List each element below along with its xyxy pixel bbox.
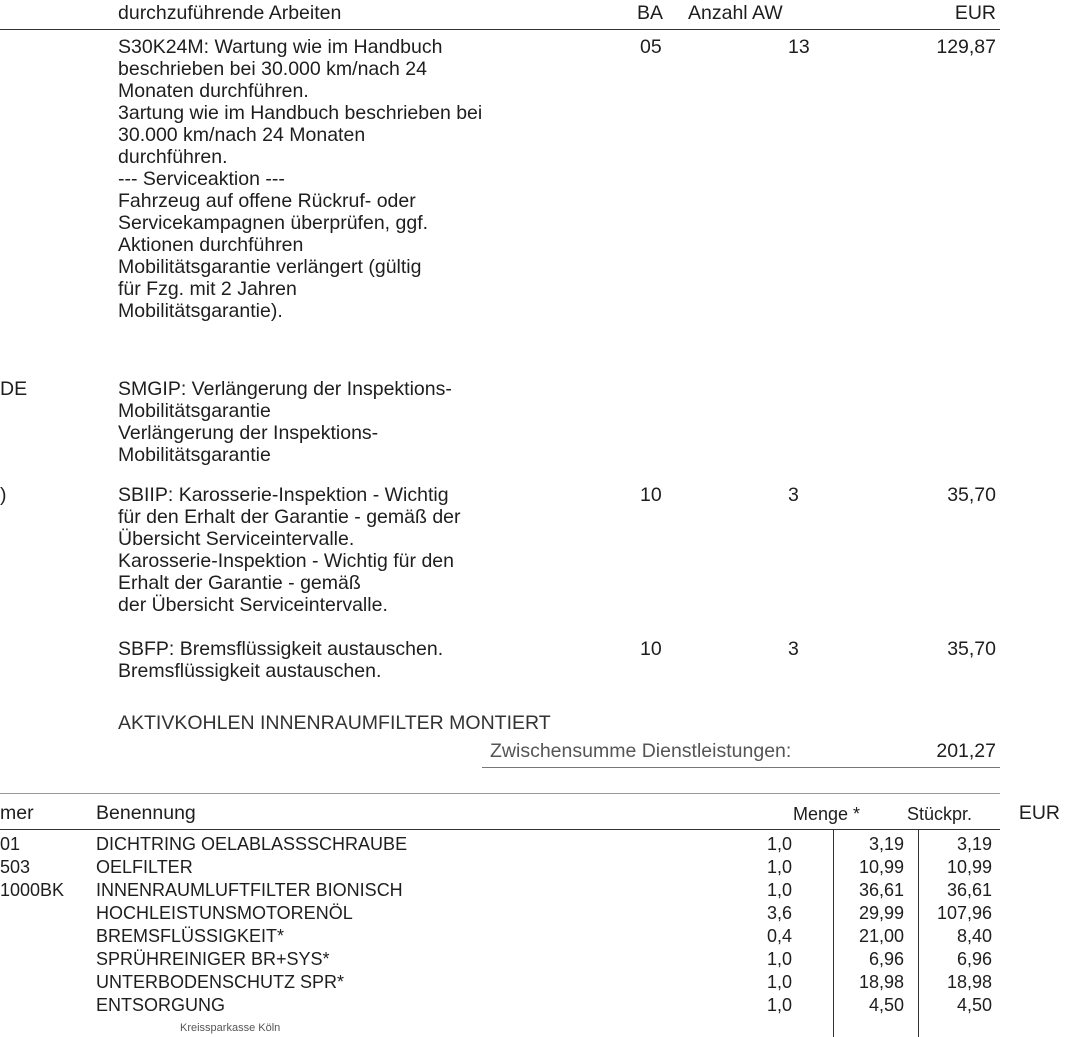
desc-line: Mobilitätsgarantie [118,400,271,422]
desc-line: beschrieben bei 30.000 km/nach 24 [118,58,427,80]
desc-line: Mobilitätsgarantie verlängert (gültig [118,256,422,278]
service-left-code: ) [0,484,7,506]
parts-header-qty: Menge * [792,804,860,824]
part-name: OELFILTER [96,857,193,877]
desc-line: S30K24M: Wartung wie im Handbuch [118,36,443,58]
parts-row [0,925,1000,947]
parts-header-eur: EUR [1018,802,1060,824]
part-price: 36,61 [858,880,904,900]
part-number: 1000BK [0,880,65,900]
part-name: ENTSORGUNG [96,995,226,1015]
part-qty: 3,6 [766,903,792,923]
desc-line: Bremsflüssigkeit austauschen. [118,660,382,682]
desc-line: Übersicht Serviceintervalle. [118,528,355,550]
part-eur: 6,96 [956,949,992,969]
part-price: 18,98 [858,972,904,992]
bank-stamp-text: Kreissparkasse Köln [180,1022,281,1034]
part-name: INNENRAUMLUFTFILTER BIONISCH [96,880,403,900]
parts-header-name: Benennung [96,802,196,824]
part-qty: 1,0 [766,857,792,877]
col-header-aw: Anzahl AW [688,2,783,24]
part-eur: 107,96 [936,903,992,923]
part-eur: 10,99 [946,857,992,877]
part-price: 6,96 [868,949,904,969]
desc-line: Mobilitätsgarantie [118,444,271,466]
parts-row [0,879,1000,901]
part-price: 3,19 [868,834,904,854]
desc-line: --- Serviceaktion --- [118,168,285,190]
parts-row [0,971,1000,993]
subtotal-label: Zwischensumme Dienstleistungen: [490,740,792,762]
desc-line: durchführen. [118,146,228,168]
parts-row [0,833,1000,855]
part-qty: 1,0 [766,834,792,854]
part-number: 503 [0,857,31,877]
part-name: DICHTRING OELABLASSSCHRAUBE [96,834,408,854]
parts-row [0,902,1000,924]
service-description [118,484,638,616]
part-name: BREMSFLÜSSIGKEIT* [96,926,285,946]
service-description [118,378,638,466]
desc-line: Fahrzeug auf offene Rückruf- oder [118,190,416,212]
part-eur: 36,61 [946,880,992,900]
part-price: 10,99 [858,857,904,877]
section-divider [0,793,1000,794]
parts-header-price: Stückpr. [906,804,972,824]
parts-header-rule [0,829,1000,830]
service-aw: 3 [788,638,799,660]
part-qty: 1,0 [766,972,792,992]
service-left-code: DE [0,378,28,400]
service-aw: 13 [788,36,810,58]
desc-line: Erhalt der Garantie - gemäß [118,572,361,594]
part-qty: 0,4 [766,926,792,946]
part-eur: 8,40 [956,926,992,946]
service-eur: 129,87 [936,36,996,58]
service-eur: 35,70 [947,638,996,660]
desc-line: SBIIP: Karosserie-Inspektion - Wichtig [118,484,449,506]
part-name: HOCHLEISTUNSMOTORENÖL [96,903,353,923]
part-name: UNTERBODENSCHUTZ SPR* [96,972,345,992]
desc-line: 3artung wie im Handbuch beschrieben bei [118,102,483,124]
service-aw: 3 [788,484,799,506]
part-qty: 1,0 [766,995,792,1015]
part-eur: 3,19 [956,834,992,854]
part-number: 01 [0,834,21,854]
service-description [118,638,638,682]
desc-line: 30.000 km/nach 24 Monaten [118,124,366,146]
service-ba: 10 [640,484,662,506]
part-qty: 1,0 [766,949,792,969]
desc-line: Mobilitätsgarantie). [118,300,283,322]
service-note: AKTIVKOHLEN INNENRAUMFILTER MONTIERT [118,712,551,734]
parts-row [0,994,1000,1016]
parts-header-nr: mer [0,802,34,824]
parts-row [0,948,1000,970]
col-header-work: durchzuführende Arbeiten [118,2,342,24]
part-qty: 1,0 [766,880,792,900]
desc-line: Servicekampagnen überprüfen, ggf. [118,212,429,234]
desc-line: SMGIP: Verlängerung der Inspektions- [118,378,452,400]
part-name: SPRÜHREINIGER BR+SYS* [96,949,330,969]
service-ba: 10 [640,638,662,660]
subtotal-rule [482,767,1000,768]
service-eur: 35,70 [947,484,996,506]
desc-line: Karosserie-Inspektion - Wichtig für den [118,550,454,572]
desc-line: Verlängerung der Inspektions- [118,422,379,444]
subtotal-value: 201,27 [936,740,996,762]
service-description [118,36,638,322]
desc-line: für Fzg. mit 2 Jahren [118,278,297,300]
service-ba: 05 [640,36,662,58]
desc-line: Aktionen durchführen [118,234,304,256]
col-header-ba: BA [637,2,664,24]
desc-line: der Übersicht Serviceintervalle. [118,594,388,616]
part-price: 4,50 [868,995,904,1015]
col-header-eur: EUR [954,2,996,24]
part-eur: 18,98 [946,972,992,992]
desc-line: Monaten durchführen. [118,80,309,102]
parts-row [0,856,1000,878]
header-rule [0,29,1000,30]
part-price: 21,00 [858,926,904,946]
part-eur: 4,50 [956,995,992,1015]
desc-line: für den Erhalt der Garantie - gemäß der [118,506,461,528]
desc-line: SBFP: Bremsflüssigkeit austauschen. [118,638,444,660]
part-price: 29,99 [858,903,904,923]
